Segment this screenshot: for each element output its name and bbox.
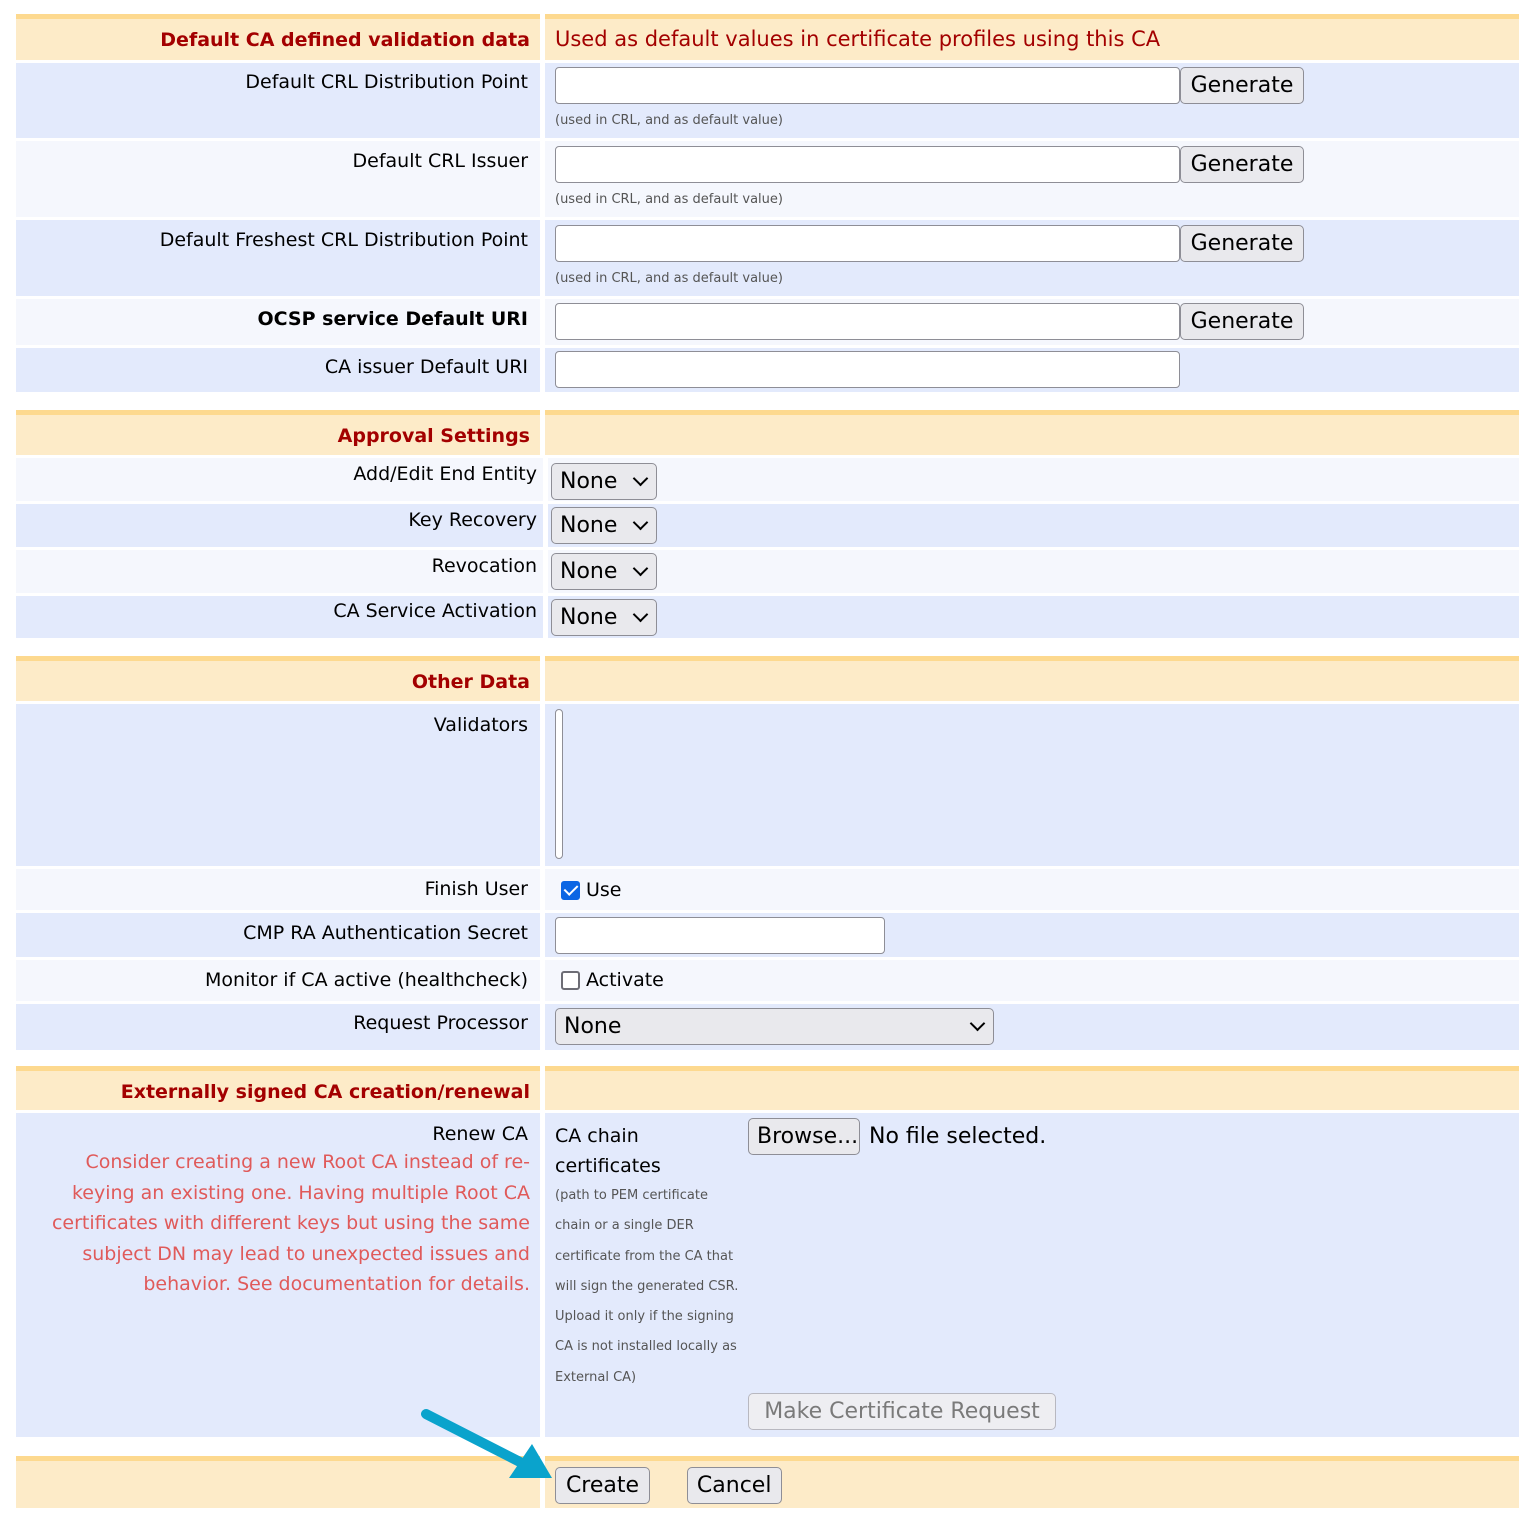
field-label: CMP RA Authentication Secret — [16, 913, 540, 957]
ca-chain-hint: (path to PEM certificate chain or a single DER certificate from the CA that will sign the generated CSR. Upload it only if the signing CA is not installed locally as External CA) — [555, 1188, 739, 1385]
field-label: Key Recovery — [16, 504, 543, 547]
field-hint: (used in CRL, and as default value) — [555, 271, 783, 286]
approval-section-header — [16, 410, 1519, 455]
approval-row-key-recovery — [16, 501, 1519, 547]
chevron-down-icon — [633, 515, 649, 531]
cancel-button[interactable]: Cancel — [687, 1467, 782, 1504]
checkbox-checked-icon[interactable] — [561, 881, 580, 900]
field-label: CA issuer Default URI — [16, 348, 540, 392]
checkbox-label: Activate — [586, 969, 664, 991]
validation-section — [16, 14, 1519, 392]
generate-crl-distribution-point-button[interactable]: Generate — [1180, 67, 1304, 104]
renew-warning-text: Consider creating a new Root CA instead of re-keying an existing one. Having multiple Root CA certificates with different keys but using the same subject DN may lead to unexpected issues and behavior. See documentation for details. — [51, 1151, 530, 1295]
field-row-crl-issuer — [16, 138, 1519, 217]
chevron-down-icon — [633, 561, 649, 577]
generate-ocsp-uri-button[interactable]: Generate — [1180, 303, 1304, 340]
actions-section — [16, 1456, 1519, 1508]
external-ca-section-header — [16, 1066, 1519, 1110]
request-processor-row — [16, 1001, 1519, 1050]
field-row-crl-distribution-point — [16, 60, 1519, 138]
field-label: CA Service Activation — [16, 596, 543, 638]
finish-user-row — [16, 866, 1519, 910]
key-recovery-select[interactable] — [551, 507, 657, 544]
cmp-secret-input[interactable] — [555, 917, 885, 954]
actions-row — [16, 1456, 1519, 1508]
freshest-crl-input[interactable] — [555, 225, 1180, 262]
field-label: Validators — [16, 704, 540, 866]
chevron-down-icon — [633, 471, 649, 487]
field-label: Default Freshest CRL Distribution Point — [16, 220, 540, 296]
section-title: Externally signed CA creation/renewal — [16, 1066, 540, 1110]
field-label: Default CRL Distribution Point — [16, 63, 540, 138]
cmp-secret-row — [16, 910, 1519, 957]
finish-user-checkbox[interactable] — [561, 879, 622, 901]
revocation-select[interactable] — [551, 553, 657, 590]
add-edit-end-entity-select[interactable] — [551, 463, 657, 500]
section-description: Used as default values in certificate profiles using this CA — [545, 14, 1519, 60]
selected-value: None — [560, 513, 618, 538]
selected-value: None — [564, 1014, 622, 1039]
crl-distribution-point-input[interactable] — [555, 67, 1180, 104]
ocsp-uri-input[interactable] — [555, 303, 1180, 340]
checkbox-unchecked-icon[interactable] — [561, 971, 580, 990]
ca-service-activation-select[interactable] — [551, 599, 657, 636]
external-ca-section — [16, 1066, 1519, 1437]
section-title: Other Data — [16, 656, 540, 701]
checkbox-label: Use — [586, 879, 622, 901]
validators-row — [16, 701, 1519, 866]
request-processor-select[interactable] — [555, 1008, 994, 1045]
chevron-down-icon — [633, 607, 649, 623]
ca-chain-label: CA chain certificates — [555, 1125, 661, 1177]
approval-row-revocation — [16, 547, 1519, 593]
selected-value: None — [560, 469, 618, 494]
field-label: Default CRL Issuer — [16, 141, 540, 217]
field-hint: (used in CRL, and as default value) — [555, 192, 783, 207]
file-status: No file selected. — [869, 1124, 1047, 1149]
field-row-freshest-crl — [16, 217, 1519, 296]
browse-button[interactable]: Browse... — [748, 1118, 860, 1155]
ca-issuer-uri-input[interactable] — [555, 351, 1180, 388]
validators-listbox[interactable] — [555, 709, 563, 859]
generate-crl-issuer-button[interactable]: Generate — [1180, 146, 1304, 183]
field-label: OCSP service Default URI — [16, 299, 540, 345]
approval-row-add-edit-end-entity — [16, 455, 1519, 501]
field-label: Add/Edit End Entity — [16, 458, 543, 501]
field-label: Request Processor — [16, 1004, 540, 1050]
crl-issuer-input[interactable] — [555, 146, 1180, 183]
renew-ca-row — [16, 1110, 1519, 1437]
field-label: Monitor if CA active (healthcheck) — [16, 960, 540, 1001]
field-hint: (used in CRL, and as default value) — [555, 113, 783, 128]
generate-freshest-crl-button[interactable]: Generate — [1180, 225, 1304, 262]
section-title: Default CA defined validation data — [16, 14, 540, 60]
field-row-ocsp-uri — [16, 296, 1519, 345]
section-title: Approval Settings — [16, 410, 540, 455]
create-button[interactable]: Create — [555, 1467, 650, 1504]
healthcheck-checkbox[interactable] — [561, 969, 664, 991]
selected-value: None — [560, 605, 618, 630]
field-label: Revocation — [16, 550, 543, 593]
other-data-section-header — [16, 656, 1519, 701]
renew-ca-label: Renew CA — [432, 1123, 528, 1145]
other-data-section — [16, 656, 1519, 1050]
approval-section — [16, 410, 1519, 638]
make-certificate-request-button[interactable]: Make Certificate Request — [748, 1393, 1056, 1430]
selected-value: None — [560, 559, 618, 584]
chevron-down-icon — [970, 1016, 986, 1032]
healthcheck-row — [16, 957, 1519, 1001]
validation-section-header — [16, 14, 1519, 60]
field-label: Finish User — [16, 869, 540, 910]
approval-row-ca-service-activation — [16, 593, 1519, 638]
field-row-ca-issuer-uri — [16, 345, 1519, 392]
